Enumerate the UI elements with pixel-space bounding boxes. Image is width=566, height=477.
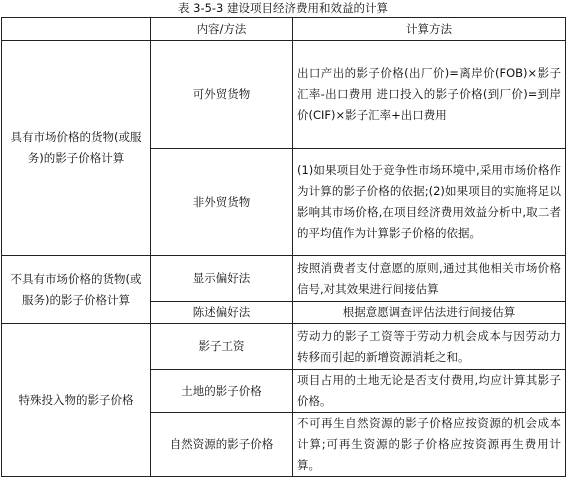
header-col-category [2, 18, 151, 41]
method-land-shadow-price: 土地的影子价格 [151, 370, 293, 413]
table-caption: 表 3-5-3 建设项目经济费用和效益的计算 [177, 1, 389, 15]
shadow-price-table [1, 17, 566, 477]
table-header-row [2, 18, 566, 41]
category-non-market-goods: 不具有市场价格的货物(或服务)的影子价格计算 [2, 256, 151, 324]
method-non-tradable-goods: 非外贸货物 [151, 149, 293, 256]
header-col-method: 内容/方法 [151, 18, 293, 41]
calc-land-shadow-price: 项目占用的土地无论是否支付费用,均应计算其影子价格。 [293, 370, 566, 413]
calc-shadow-wage: 劳动力的影子工资等于劳动力机会成本与因劳动力转移而引起的新增资源消耗之和。 [293, 324, 566, 370]
method-tradable-goods: 可外贸货物 [151, 41, 293, 149]
calc-non-tradable-goods: (1)如果项目处于竞争性市场环境中,采用市场价格作为计算的影子价格的依据;(2)如果项目的实施将足以影响其市场价格,在项目经济费用效益分析中,取二者的平均值作为计算影子价格的依据。 [293, 149, 566, 256]
category-market-goods: 具有市场价格的货物(或服务)的影子价格计算 [2, 41, 151, 256]
method-natural-resource-shadow-price: 自然资源的影子价格 [151, 413, 293, 477]
calc-tradable-goods: 出口产出的影子价格(出厂价)=离岸价(FOB)×影子汇率-出口费用 进口投入的影子价格(到厂价)=到岸价(CIF)×影子汇率+出口费用 [293, 41, 566, 149]
category-special-inputs: 特殊投入物的影子价格 [2, 324, 151, 477]
calc-revealed-preference: 按照消费者支付意愿的原则,通过其他相关市场价格信号,对其效果进行间接估算 [293, 256, 566, 302]
calc-stated-preference: 根据意愿调查评估法进行间接估算 [293, 302, 566, 324]
table-row [2, 256, 566, 302]
calc-natural-resource-shadow-price: 不可再生自然资源的影子价格应按资源的机会成本计算;可再生资源的影子价格应按资源再生费用计算。 [293, 413, 566, 477]
header-col-calc: 计算方法 [293, 18, 566, 41]
table-row [2, 41, 566, 149]
method-stated-preference: 陈述偏好法 [151, 302, 293, 324]
method-revealed-preference: 显示偏好法 [151, 256, 293, 302]
table-row [2, 324, 566, 370]
method-shadow-wage: 影子工资 [151, 324, 293, 370]
